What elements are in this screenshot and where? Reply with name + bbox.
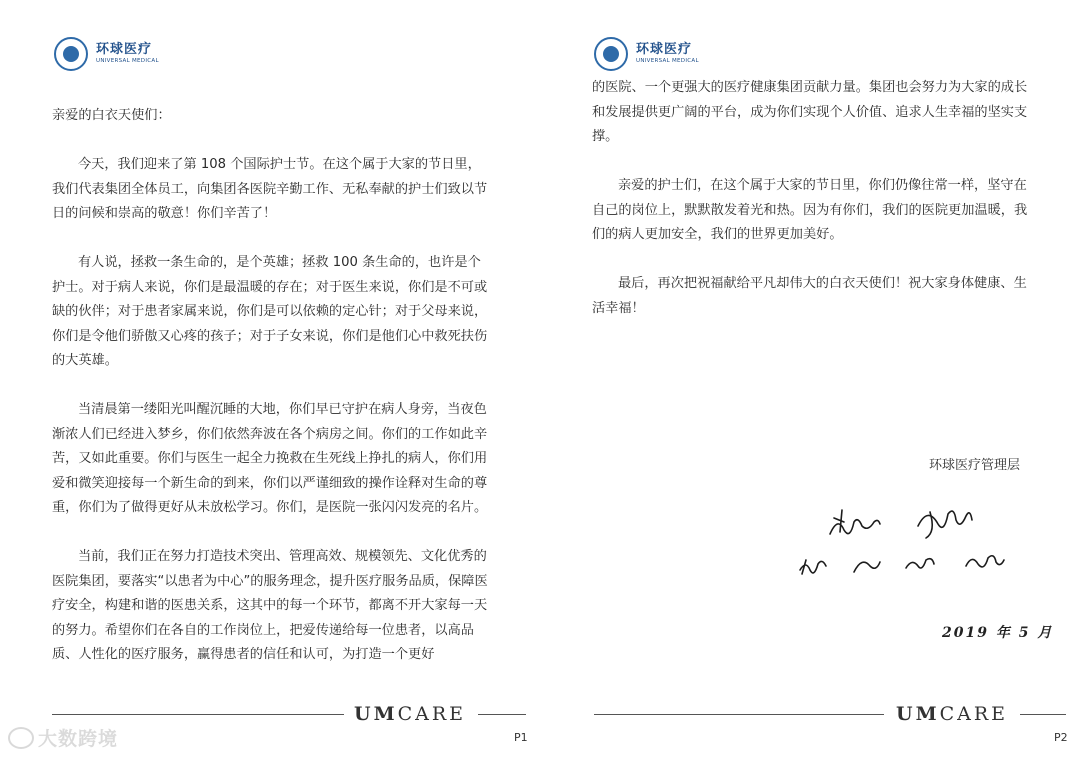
logo-name-en: UNIVERSAL MEDICAL <box>96 58 159 65</box>
footer-rule-right <box>1020 714 1066 715</box>
page-number: P2 <box>1054 731 1068 744</box>
letter-body-p1 <box>52 104 488 668</box>
page-number: P1 <box>514 731 528 744</box>
paragraph: 今天，我们迎来了第 108 个国际护士节。在这个属于大家的节日里，我们代表集团全体员工，向集团各医院辛勤工作、无私奉献的护士们致以节日的问候和崇高的敬意！你们辛苦了！ <box>52 157 488 221</box>
watermark-logo-icon <box>8 727 34 749</box>
signoff-organization: 环球医疗管理层 <box>929 458 1021 473</box>
footer-rule-left <box>594 714 884 715</box>
footer-rule-right <box>478 714 526 715</box>
paragraph: 有人说，拯救一条生命的，是个英雄；拯救 100 条生命的，也许是个护士。对于病人来说，你们是最温暖的存在；对于医生来说，你们是不可或缺的伙伴；对于患者家属来说，你们是可以依赖的定心针；对于父母来说，你们是令他们骄傲又心疼的孩子；对于子女来说，你们是他们心中救死扶伤的大英雄。 <box>52 255 488 368</box>
globe-emblem-icon <box>54 37 88 71</box>
paragraph: 亲爱的护士们，在这个属于大家的节日里，你们仍像往常一样，坚守在自己的岗位上，默默散发着光和热。因为有你们，我们的医院更加温暖，我们的病人更加安全，我们的世界更加美好。 <box>592 178 1028 242</box>
letter-body-p2 <box>592 76 1028 321</box>
paragraph: 最后，再次把祝福献给平凡却伟大的白衣天使们！祝大家身体健康、生活幸福！ <box>592 276 1027 316</box>
footer-rule-left <box>52 714 344 715</box>
logo-name-en: UNIVERSAL MEDICAL <box>636 58 699 65</box>
handwritten-signatures-image <box>790 496 1040 586</box>
logo-name-cn: 环球医疗 <box>636 42 693 58</box>
letter-date: 2019 年 5 月 <box>942 625 1054 641</box>
salutation: 亲爱的白衣天使们： <box>52 108 171 123</box>
globe-emblem-icon <box>594 37 628 71</box>
continued-paragraph: 的医院、一个更强大的医疗健康集团贡献力量。集团也会努力为大家的成长和发展提供更广阔的平台，成为你们实现个人价值、追求人生幸福的坚实支撑。 <box>592 80 1028 144</box>
company-logo <box>594 34 699 74</box>
logo-name-cn: 环球医疗 <box>96 42 153 58</box>
watermark: 大数跨境 <box>8 724 118 751</box>
footer-brand: UMCARE <box>896 703 1009 725</box>
paragraph: 当前，我们正在努力打造技术突出、管理高效、规模领先、文化优秀的医院集团，要落实“以患者为中心”的服务理念，提升医疗服务品质，保障医疗安全，构建和谐的医患关系，这其中的每一个环节，都离不开大家每一天的努力。希望你们在各自的工作岗位上，把爱传递给每一位患者，以高品质、人性化的医疗服务，赢得患者的信任和认可，为打造一个更好 <box>52 549 488 662</box>
letter-page-2 <box>540 0 1080 757</box>
footer-brand: UMCARE <box>354 703 467 725</box>
company-logo <box>54 34 159 74</box>
paragraph: 当清晨第一缕阳光叫醒沉睡的大地，你们早已守护在病人身旁，当夜色渐浓人们已经进入梦乡，你们依然奔波在各个病房之间。你们的工作如此辛苦，又如此重要。你们与医生一起全力挽救在生死线上挣扎的病人，你们用爱和微笑迎接每一个新生命的到来，你们以严谨细致的操作诠释对生命的尊重，你们为了做得更好从未放松学习。你们，是医院一张闪闪发亮的名片。 <box>52 402 488 515</box>
